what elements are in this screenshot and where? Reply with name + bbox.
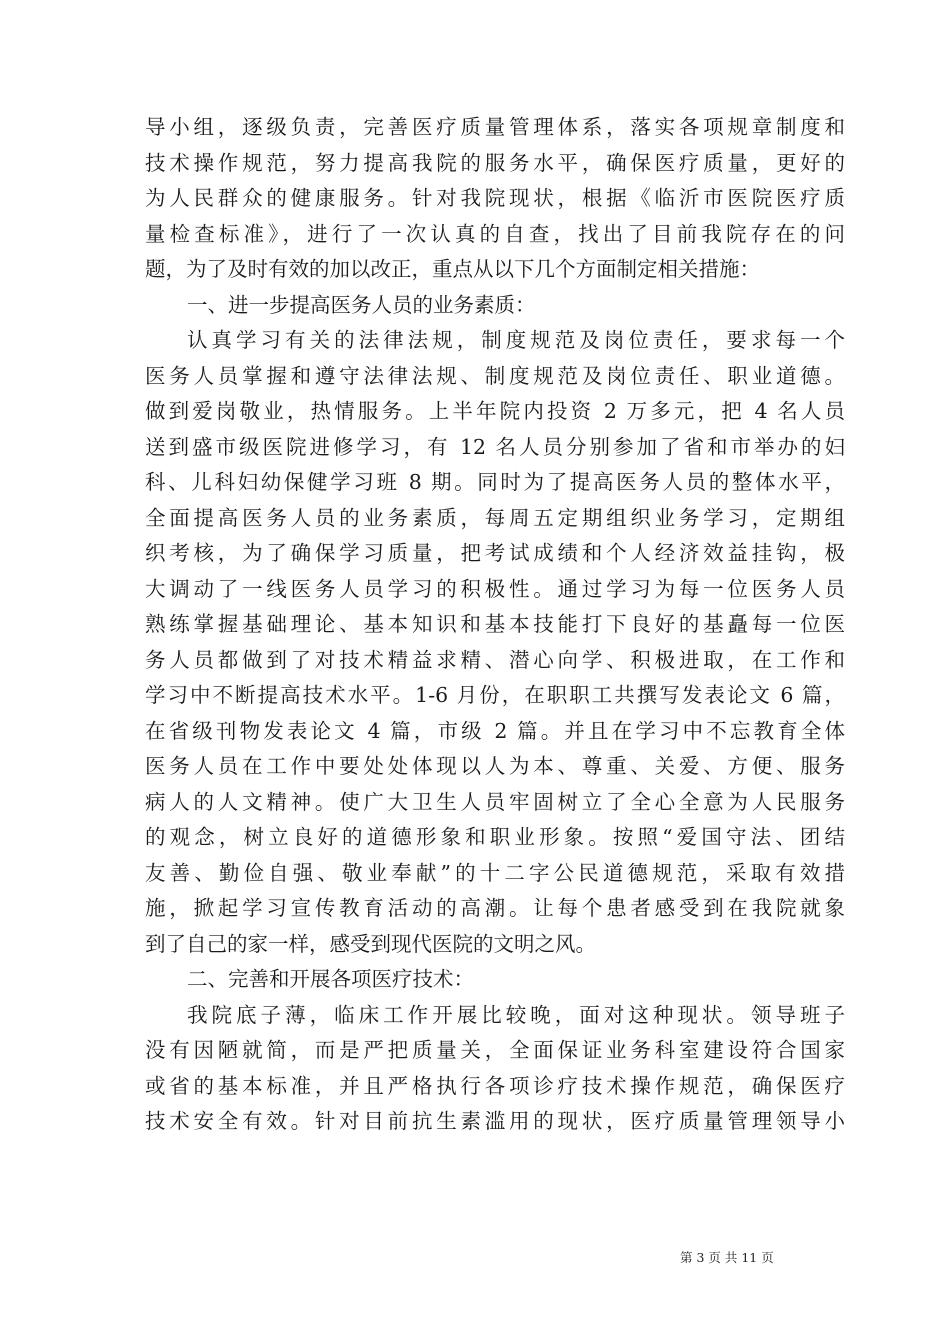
page-number: 第 3 页 共 11 页 — [680, 1250, 774, 1265]
text-line: 技术操作规范，努力提高我院的服务水平，确保医疗质量，更好的 — [145, 150, 845, 175]
text-line: 或省的基本标准，并且严格执行各项诊疗技术操作规范，确保医疗 — [145, 1073, 845, 1098]
text-line: 为人民群众的健康服务。针对我院现状，根据《临沂市医院医疗质 — [145, 186, 845, 210]
text-line: 一、进一步提高医务人员的业务素质： — [187, 292, 536, 317]
text-line: 医务人员掌握和遵守法律法规、制度规范及岗位责任、职业道德。 — [145, 363, 845, 388]
text-line: 熟练掌握基础理论、基本知识和基本技能打下良好的基矗每一位医 — [145, 612, 845, 636]
text-line: 全面提高医务人员的业务素质，每周五定期组织业务学习，定期组 — [145, 505, 845, 530]
body-text — [145, 110, 845, 1140]
text-line: 大调动了一线医务人员学习的积极性。通过学习为每一位医务人员 — [145, 576, 845, 601]
text-line: 没有因陋就简，而是严把质量关，全面保证业务科室建设符合国家 — [145, 1038, 845, 1062]
text-line: 二、完善和开展各项医疗技术： — [187, 967, 474, 991]
text-line: 友善、勤俭自强、敬业奉献”的十二字公民道德规范，采取有效措 — [145, 860, 845, 885]
text-line: 科、儿科妇幼保健学习班 8 期。同时为了提高医务人员的整体水平， — [145, 470, 845, 494]
text-line: 在省级刊物发表论文 4 篇，市级 2 篇。并且在学习中不忘教育全体 — [145, 718, 845, 743]
text-line: 送到盛市级医院进修学习，有 12 名人员分别参加了省和市举办的妇 — [145, 434, 845, 459]
text-line: 织考核，为了确保学习质量，把考试成绩和个人经济效益挂钩，极 — [145, 541, 845, 565]
text-line: 导小组，逐级负责，完善医疗质量管理体系，落实各项规章制度和 — [145, 115, 845, 139]
text-line: 施，掀起学习宣传教育活动的高潮。让每个患者感受到在我院就象 — [145, 896, 845, 920]
text-line: 务人员都做到了对技术精益求精、潜心向学、积极进取，在工作和 — [145, 647, 845, 672]
text-line: 认真学习有关的法律法规，制度规范及岗位责任，要求每一个 — [187, 328, 845, 352]
text-line: 医务人员在工作中要处处体现以人为本、尊重、关爱、方便、服务 — [145, 754, 845, 778]
text-line: 我院底子薄，临床工作开展比较晚，面对这种现状。领导班子 — [187, 1002, 845, 1027]
text-line: 学习中不断提高技术水平。1-6 月份，在职职工共撰写发表论文 6 篇， — [145, 683, 845, 707]
text-line: 做到爱岗敬业，热情服务。上半年院内投资 2 万多元，把 4 名人员 — [145, 399, 845, 423]
text-line: 病人的人文精神。使广大卫生人员牢固树立了全心全意为人民服务 — [145, 789, 845, 814]
text-line: 量检查标准》，进行了一次认真的自查，找出了目前我院存在的问 — [145, 221, 845, 246]
text-line: 的观念，树立良好的道德形象和职业形象。按照“爱国守法、团结 — [145, 825, 845, 849]
text-line: 题，为了及时有效的加以改正，重点从以下几个方面制定相关措施： — [145, 257, 760, 281]
text-line: 到了自己的家一样，感受到现代医院的文明之风。 — [145, 931, 596, 956]
text-line: 技术安全有效。针对目前抗生素滥用的现状，医疗质量管理领导小 — [145, 1109, 845, 1133]
